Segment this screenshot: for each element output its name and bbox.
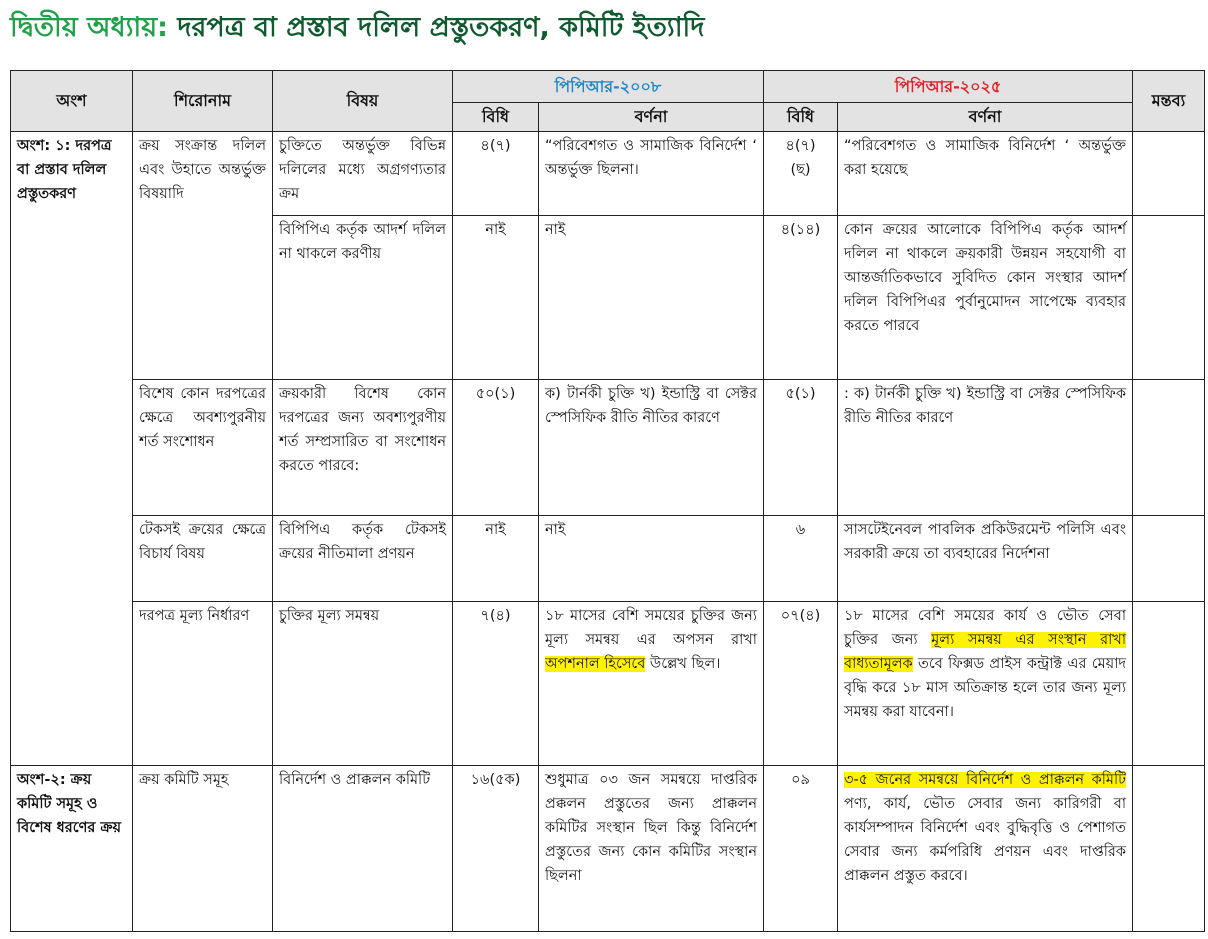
rule-2025-cell: ৪(৭) (ছ) [764, 132, 838, 216]
subject-cell: চুক্তির মূল্য সমন্বয় [273, 602, 453, 766]
header-subject: বিষয় [273, 71, 453, 132]
comparison-table [10, 70, 1205, 932]
desc-2008-text-post: উল্লেখ ছিল। [645, 656, 721, 672]
rule-2008-cell: ৫০(১) [453, 380, 539, 516]
remarks-cell [1133, 516, 1205, 602]
table-row [11, 516, 1205, 602]
desc-2008-cell [539, 602, 764, 766]
desc-2025-cell: সাসটেইনেবল পাবলিক প্রকিউরমেন্ট পলিসি এবং সরকারী ক্রয়ে তা ব্যবহারের নির্দেশনা [838, 516, 1133, 602]
rule-2008-cell: নাই [453, 516, 539, 602]
desc-2025-highlight: মূল্য সমন্বয় এর সংস্থান রাখা বাধ্যতামূলক [844, 632, 1127, 672]
header-desc-2008: বর্ণনা [539, 103, 764, 132]
rule-2008-cell: নাই [453, 216, 539, 380]
header-remarks: মন্তব্য [1133, 71, 1205, 132]
desc-2025-cell: “পরিবেশগত ও সামাজিক বিনির্দেশ ‘ অন্তর্ভুক্ত করা হয়েছে [838, 132, 1133, 216]
subject-cell: ক্রয়কারী বিশেষ কোন দরপত্রের জন্য অবশ্যপুরণীয় শর্ত সম্প্রসারিত বা সংশোধন করতে পারবে: [273, 380, 453, 516]
remarks-cell [1133, 132, 1205, 216]
heading-cell: ক্রয় কমিটি সমূহ [133, 766, 273, 932]
heading-cell: টেকসই ক্রয়ের ক্ষেত্রে বিচার্য বিষয় [133, 516, 273, 602]
desc-2008-highlight: অপশনাল হিসেবে [545, 656, 646, 672]
rule-2025-cell: ৫(১) [764, 380, 838, 516]
table-row [11, 766, 1205, 932]
desc-2025-text-post: তবে ফিক্সড প্রাইস কন্ট্রাক্ট এর মেয়াদ বৃদ্ধি করে ১৮ মাস অতিক্রান্ত হলে তার জন্য মূল্য সমন্বয় করা যাবেনা। [844, 656, 1127, 720]
desc-2008-cell: নাই [539, 516, 764, 602]
remarks-cell [1133, 380, 1205, 516]
rule-2025-cell: ০৯ [764, 766, 838, 932]
subject-cell: বিপিপিএ কর্তৃক আদর্শ দলিল না থাকলে করণীয় [273, 216, 453, 380]
desc-2008-text-pre: ১৮ মাসের বেশি সময়ের চুক্তির জন্য মূল্য সমন্বয় এর অপসন রাখা [545, 608, 758, 648]
part-cell: অংশ: ১: দরপত্র বা প্রস্তাব দলিল প্রস্তুতকরণ [11, 132, 133, 766]
header-ppr-2025: পিপিআর-২০২৫ [764, 71, 1133, 103]
rule-2008-cell: ১৬(৫ক) [453, 766, 539, 932]
desc-2008-cell: শুধুমাত্র ০৩ জন সমন্বয়ে দাপ্তরিক প্রক্কলন প্রস্তুতের জন্য প্রাক্কলন কমিটির সংস্থান ছিল কিন্তু বিনির্দেশ প্রস্তুতের জন্য কোন কমিটির সংস্থান ছিলনা [539, 766, 764, 932]
header-rule-2008: বিধি [453, 103, 539, 132]
desc-2008-cell: ক) টার্নকী চুক্তি খ) ইন্ডাস্ট্রি বা সেক্টর স্পেসিফিক রীতি নীতির কারণে [539, 380, 764, 516]
subject-cell: বিপিপিএ কর্তৃক টেকসই ক্রয়ের নীতিমালা প্রণয়ন [273, 516, 453, 602]
desc-2008-cell: নাই [539, 216, 764, 380]
subject-cell: বিনির্দেশ ও প্রাক্কলন কমিটি [273, 766, 453, 932]
subject-cell: চুক্তিতে অন্তর্ভুক্ত বিভিন্ন দলিলের মধ্যে অগ্রগণ্যতার ক্রম [273, 132, 453, 216]
rule-2025-cell: ০৭(৪) [764, 602, 838, 766]
rule-2008-cell: ৪(৭) [453, 132, 539, 216]
desc-2025-text-pre: ১৮ মাসের বেশি সময়ের কার্য ও ভৌত সেবা চুক্তির জন্য [844, 608, 1127, 648]
header-heading: শিরোনাম [133, 71, 273, 132]
part-cell: অংশ-২: ক্রয় কমিটি সমূহ ও বিশেষ ধরণের ক্রয় [11, 766, 133, 932]
desc-2025-cell [838, 602, 1133, 766]
header-ppr-2008: পিপিআর-২০০৮ [453, 71, 764, 103]
header-desc-2025: বর্ণনা [838, 103, 1133, 132]
table-row [11, 132, 1205, 216]
remarks-cell [1133, 766, 1205, 932]
header-rule-2025: বিধি [764, 103, 838, 132]
desc-2025-cell: কোন ক্রয়ের আলোকে বিপিপিএ কর্তৃক আদর্শ দলিল না থাকলে ক্রয়কারী উন্নয়ন সহযোগী বা আন্তর্জাতিকভাবে সুবিদিত কোন সংস্থার আদর্শ দলিল বিপিপিএর পুর্বানুমোদন সাপেক্ষে ব্যবহার করতে পারবে [838, 216, 1133, 380]
rule-2025-cell: ৬ [764, 516, 838, 602]
chapter-label: দ্বিতীয় অধ্যায়: [10, 12, 168, 43]
heading-cell: ক্রয় সংক্রান্ত দলিল এবং উহাতে অন্তর্ভুক্ত বিষয়াদি [133, 132, 273, 380]
desc-2025-cell [838, 766, 1133, 932]
rule-2025-cell: ৪(১৪) [764, 216, 838, 380]
heading-cell: দরপত্র মূল্য নির্ধারণ [133, 602, 273, 766]
desc-2025-text-post: পণ্য, কার্য, ভৌত সেবার জন্য কারিগরী বা কার্যসম্পাদন বিনির্দেশ এবং বুদ্ধিবৃত্তি ও পেশাগত সেবার জন্য কর্মপরিধি প্রণয়ন এবং দাপ্তরিক প্রাক্কলন প্রস্তুত করবে। [844, 796, 1127, 884]
remarks-cell [1133, 216, 1205, 380]
remarks-cell [1133, 602, 1205, 766]
chapter-title: দরপত্র বা প্রস্তাব দলিল প্রস্তুতকরণ, কমিটি ইত্যাদি [177, 12, 705, 43]
desc-2025-cell: : ক) টার্নকী চুক্তি খ) ইন্ডাস্ট্রি বা সেক্টর স্পেসিফিক রীতি নীতির কারণে [838, 380, 1133, 516]
table-row [11, 602, 1205, 766]
heading-cell: বিশেষ কোন দরপত্রের ক্ষেত্রে অবশ্যপুরনীয় শর্ত সংশোধন [133, 380, 273, 516]
desc-2025-highlight: ৩-৫ জনের সমন্বয়ে বিনির্দেশ ও প্রাক্কলন কমিটি [844, 772, 1127, 788]
rule-2008-cell: ৭(৪) [453, 602, 539, 766]
page-heading [10, 4, 704, 56]
table-row [11, 380, 1205, 516]
header-part: অংশ [11, 71, 133, 132]
desc-2008-cell: “পরিবেশগত ও সামাজিক বিনির্দেশ ‘ অন্তর্ভুক্ত ছিলনা। [539, 132, 764, 216]
